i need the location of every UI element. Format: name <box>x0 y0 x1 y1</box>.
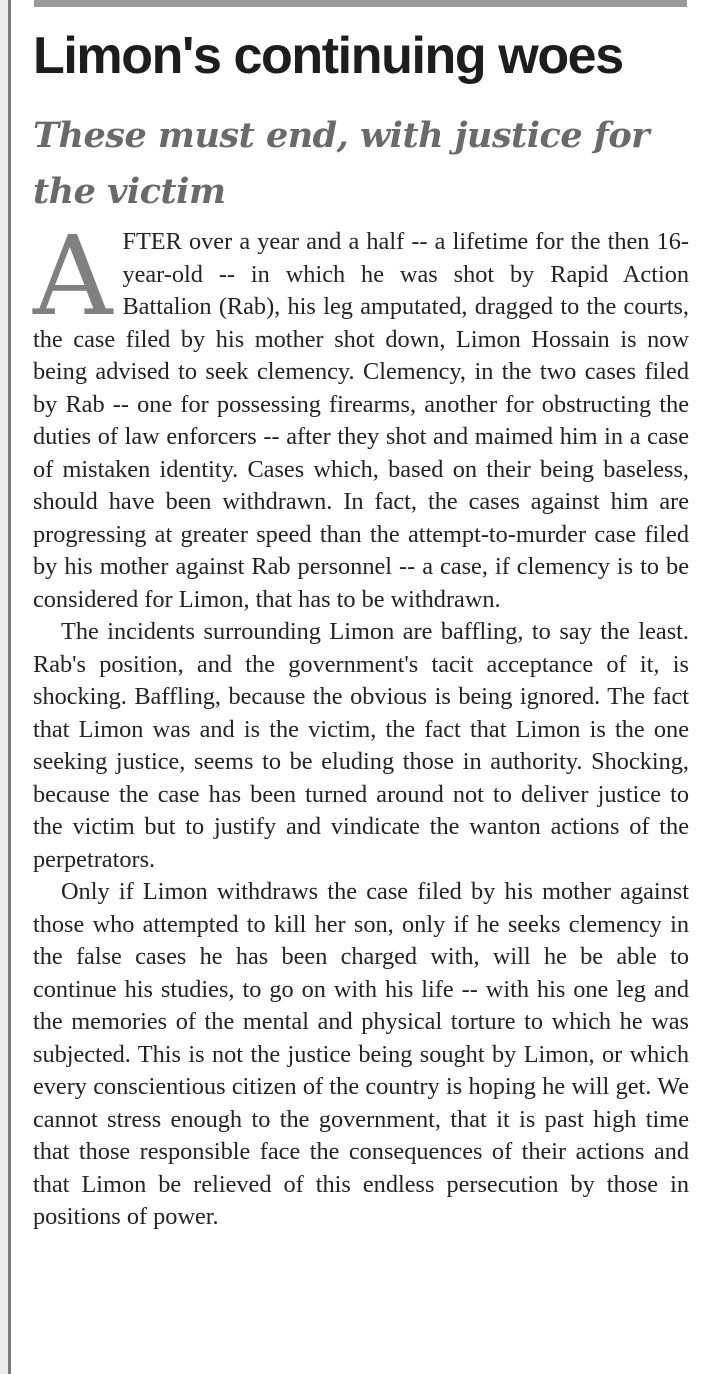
headline: Limon's continuing woes <box>33 27 623 85</box>
page-edge <box>0 0 8 1374</box>
paragraph-1 <box>33 212 689 616</box>
paragraph-1-text: FTER over a year and a half -- a lifetime for the then 16-year-old -- in which he was shot by Rapid Action Battalion (Rab), his leg amputated, dragged to the courts, the case filed by his mother shot down, Limon Hossain is now being advised to seek clemency. Clemency, in the two cases filed by Rab -- one for possessing firearms, another for obstructing the duties of law enforcers -- after they shot and maimed him in a case of mistaken identity. Cases which, based on their being baseless, should have been withdrawn. In fact, the cases against him are progressing at greater speed than the attempt-to-murder case filed by his mother against Rab personnel -- a case, if clemency is to be considered for Limon, that has to be withdrawn. <box>33 228 689 613</box>
drop-cap: A <box>33 212 113 340</box>
top-rule <box>34 0 687 7</box>
editorial-article <box>33 26 689 1234</box>
paragraph-2: The incidents surrounding Limon are baffling, to say the least. Rab's position, and the government's tacit acceptance of it, is shocking. Baffling, because the obvious is being ignored. The fact that Limon was and is the victim, the fact that Limon is the one seeking justice, seems to be eluding those in authority. Shocking, because the case has been turned around not to deliver justice to the victim but to justify and vindicate the wanton actions of the perpetrators. <box>33 618 689 873</box>
subheadline: These must end, with justice for the victim <box>33 115 650 212</box>
paragraph-3: Only if Limon withdraws the case filed by his mother against those who attempted to kill her son, only if he seeks clemency in the false cases he has been charged with, will he be able to continue his studies, to go on with his life -- with his one leg and the memories of the mental and physical torture to which he was subjected. This is not the justice being sought by Limon, or which every conscientious citizen of the country is hoping he will get. We cannot stress enough to the government, that it is past high time that those responsible face the consequences of their actions and that Limon be relieved of this endless persecution by those in positions of power. <box>33 878 689 1230</box>
left-column-rule <box>8 0 11 1374</box>
article-body <box>33 212 689 1234</box>
